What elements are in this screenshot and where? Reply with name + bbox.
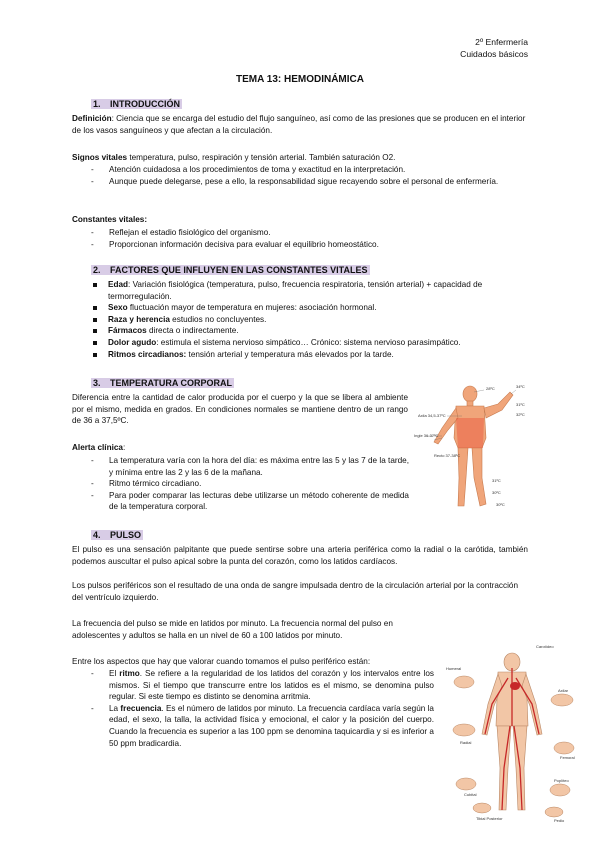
- section-4-heading: [91, 530, 143, 540]
- list-item: - Aunque puede delegarse, pese a ello, la responsabilidad sigue recayendo sobre el personal de enfermería.: [91, 176, 528, 188]
- constantes-list: [91, 227, 528, 250]
- factores-list: [90, 279, 528, 360]
- document-title: TEMA 13: HEMODINÁMICA: [236, 74, 364, 85]
- pulse-label: Carotídeo: [536, 644, 554, 649]
- signos-term: Signos vitales: [72, 153, 128, 162]
- item-text: . Se refiere a la regularidad de los latidos del corazón y los intervalos entre los mismos. Si el tiempo que transcurre entre los latidos es el mismo, se denomina pulso regular. Si este tiempo es distinto se denomina arritmia.: [109, 669, 434, 702]
- signos-list: [91, 164, 528, 187]
- item-term: Ritmos circadianos:: [108, 349, 187, 359]
- item-text: directa o indirectamente.: [146, 326, 239, 336]
- section-number: 3.: [93, 378, 101, 388]
- section-1-heading: [91, 99, 182, 109]
- item-text: . Es el número de latidos por minuto. La frecuencia cardíaca varía según la edad, el sexo, la talla, la actividad física y emocional, el calor y la posición del cuerpo. Cuando la frecuencia es superior a las 100 ppm se denomina taquicardia y si es inferior a 50 ppm bradicardia.: [109, 703, 434, 748]
- section-number: 2.: [93, 265, 101, 275]
- list-item: - Atención cuidadosa a los procedimientos de toma y exactitud en la interpretación.: [91, 164, 528, 176]
- pulso-paragraph-4: Entre los aspectos que hay que valorar cuando tomamos el pulso periférico están:: [72, 657, 371, 666]
- pulso-aspects-list: [91, 668, 434, 749]
- list-item: [91, 703, 434, 749]
- definition-term: Definición: [72, 114, 112, 123]
- item-term: Edad: [108, 280, 129, 289]
- body-temperature-figure: [412, 378, 534, 514]
- pulse-label: Radial: [460, 740, 472, 745]
- section-title: TEMPERATURA CORPORAL: [110, 378, 232, 388]
- alerta-list: [91, 455, 409, 513]
- pulse-label: Humeral: [446, 666, 462, 671]
- list-item: [90, 314, 528, 326]
- temp-label: Ingle 36-37ºC: [414, 433, 439, 438]
- list-item: [90, 349, 528, 361]
- item-prefix: El: [109, 669, 120, 678]
- item-term: Raza y herencia: [108, 314, 170, 324]
- temp-label: Recto 37-38ºC: [434, 453, 461, 458]
- list-item: - Ritmo térmico circadiano.: [91, 478, 409, 490]
- pulso-paragraph-2: Los pulsos periféricos son el resultado de una onda de sangre impulsada dentro de la circulación arterial por la contracción del ventrículo izquierdo.: [72, 581, 519, 602]
- pulse-label: Pedio: [554, 818, 565, 823]
- page-header: [460, 36, 528, 60]
- item-text: tensión arterial y temperatura más elevados por la tarde.: [186, 349, 394, 359]
- definition-text: : Ciencia que se encarga del estudio del flujo sanguíneo, así como de las presiones que se producen en el interior de los vasos sanguíneos y que afectan a la circulación.: [72, 114, 526, 135]
- item-text: : estimula el sistema nervioso simpático… Crónico: sistema nervioso parasimpático.: [156, 337, 461, 347]
- item-text: : Variación fisiológica (temperatura, pulso, frecuencia respiratoria, tensión arterial) + capacidad de termorregulación.: [108, 280, 483, 301]
- temp-label: 32ºC: [516, 412, 525, 417]
- item-term: Dolor agudo: [108, 337, 157, 347]
- signos-text: temperatura, pulso, respiración y tensión arterial. También saturación O2.: [127, 153, 396, 162]
- pulse-points-figure: [442, 638, 582, 824]
- subject-label: Cuidados básicos: [460, 49, 528, 59]
- temp-label: 31ºC: [492, 478, 501, 483]
- list-item: [91, 668, 434, 703]
- item-term: ritmo: [119, 669, 140, 678]
- list-item: [90, 325, 528, 337]
- constantes-term: Constantes vitales:: [72, 215, 148, 224]
- list-item: [90, 302, 528, 314]
- section-title: INTRODUCCIÓN: [110, 99, 180, 109]
- list-item: - Para poder comparar las lecturas debe utilizarse un método coherente de medida de la temperatura corporal.: [91, 490, 409, 513]
- temp-label: 28ºC: [486, 386, 495, 391]
- item-term: Sexo: [108, 303, 128, 313]
- section-number: 4.: [93, 530, 101, 540]
- section-title: FACTORES QUE INFLUYEN EN LAS CONSTANTES VITALES: [110, 265, 368, 275]
- list-item: - Proporcionan información decisiva para evaluar el equilibrio homeostático.: [91, 239, 528, 251]
- item-term: frecuencia: [120, 703, 162, 713]
- temp-label: 34ºC: [516, 384, 525, 389]
- item-text: estudios no concluyentes.: [169, 314, 267, 324]
- item-prefix: La: [109, 703, 121, 713]
- alerta-term: Alerta clínica: [72, 443, 123, 452]
- heart-icon: [510, 682, 520, 690]
- list-item: - La temperatura varía con la hora del día: es máxima entre las 5 y las 7 de la tarde, y mínima entre las 2 y las 6 de la mañana.: [91, 455, 409, 478]
- temperatura-intro: Diferencia entre la cantidad de calor producida por el cuerpo y la que se libera al ambiente por el mismo, medida en grados. En condiciones normales se mantiene dentro de un rango de 36 a 37,5ºC.: [72, 393, 408, 426]
- item-text: fluctuación mayor de temperatura en mujeres: asociación hormonal.: [127, 303, 377, 313]
- temp-label: 30ºC: [496, 502, 505, 507]
- list-item: [90, 279, 528, 302]
- core-heat-zone: [456, 418, 484, 448]
- section-number: 1.: [93, 99, 101, 109]
- constantes-heading: [72, 214, 528, 226]
- pulse-label: Cubital: [464, 792, 477, 797]
- temp-label: Axila 34,5-37ºC: [418, 413, 446, 418]
- signos-vitales-paragraph: [72, 152, 528, 164]
- item-term: Fármacos: [108, 326, 147, 336]
- pulse-label: Poplíteo: [554, 778, 569, 783]
- section-title: PULSO: [110, 530, 142, 540]
- alerta-colon: :: [122, 443, 126, 452]
- definition-paragraph: [72, 113, 528, 136]
- temp-label: 30ºC: [492, 490, 501, 495]
- list-item: [90, 337, 528, 349]
- alerta-heading: [72, 442, 408, 454]
- pulse-label: Femoral: [560, 755, 575, 760]
- course-label: 2º Enfermería: [475, 37, 528, 47]
- pulso-paragraph-3: La frecuencia del pulso se mide en latidos por minuto. La frecuencia normal del pulso en adolescentes y adultos se halla en un nivel de 60 a 100 latidos por minuto.: [72, 619, 393, 640]
- temp-label: 31ºC: [516, 402, 525, 407]
- list-item: - Reflejan el estadio fisiológico del organismo.: [91, 227, 528, 239]
- section-3-heading: [91, 378, 234, 388]
- pulse-label: Axilar: [558, 688, 569, 693]
- section-2-heading: [91, 265, 370, 275]
- pulse-label: Tibial Posterior: [476, 816, 503, 821]
- pulso-paragraph-1: El pulso es una sensación palpitante que puede sentirse sobre una arteria periférica como la radial o la carótida, también podemos auscultar el pulso apical sobre la punta del corazón, como los latidos cardíacos.: [72, 545, 528, 566]
